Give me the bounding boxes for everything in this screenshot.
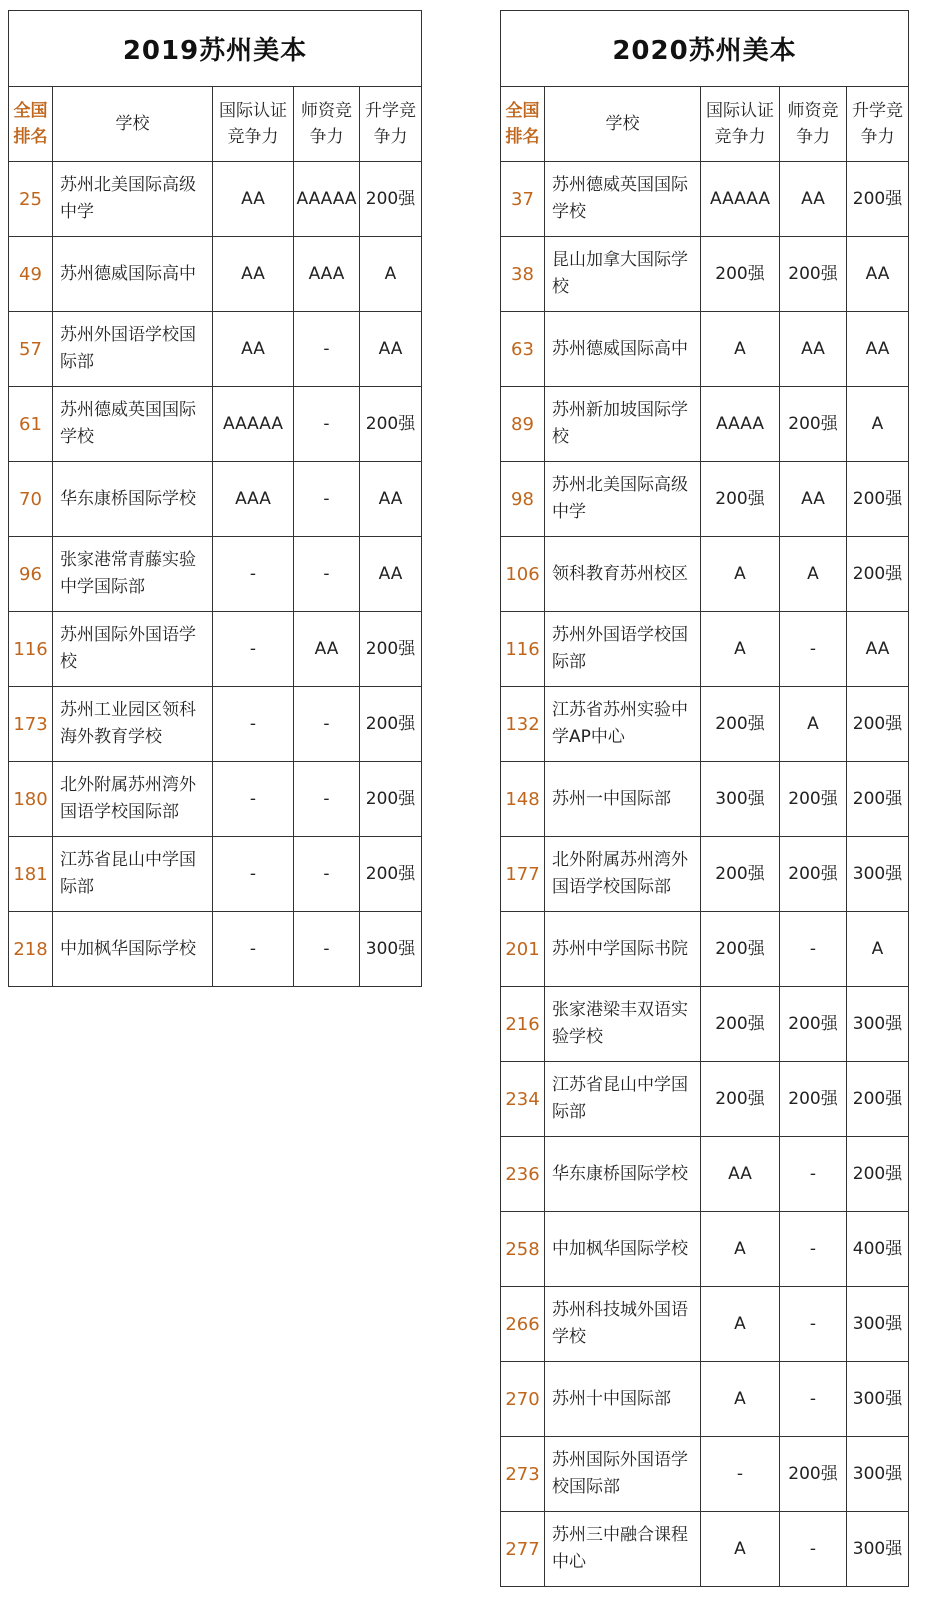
admission-cell: 200强 (847, 687, 909, 762)
teacher-cell: A (780, 537, 847, 612)
admission-cell: A (360, 237, 422, 312)
table-row (501, 612, 909, 687)
teacher-cell: - (294, 912, 360, 987)
table-row (501, 1287, 909, 1362)
intl-cert-cell: A (701, 1512, 780, 1587)
table-row (501, 1512, 909, 1587)
rank-cell: 25 (9, 162, 53, 237)
intl-cert-cell: AA (213, 312, 294, 387)
intl-cert-cell: - (213, 837, 294, 912)
table-row (501, 312, 909, 387)
intl-cert-cell: A (701, 312, 780, 387)
school-name-cell: 苏州工业园区领科海外教育学校 (53, 687, 213, 762)
rank-cell: 177 (501, 837, 545, 912)
intl-cert-cell: 200强 (701, 237, 780, 312)
intl-cert-cell: - (213, 762, 294, 837)
rank-cell: 234 (501, 1062, 545, 1137)
admission-cell: 200强 (360, 387, 422, 462)
teacher-cell: - (294, 762, 360, 837)
teacher-cell: 200强 (780, 237, 847, 312)
table-row (9, 837, 422, 912)
teacher-cell: 200强 (780, 1437, 847, 1512)
table-row (501, 237, 909, 312)
table-row (501, 1062, 909, 1137)
admission-cell: AA (360, 537, 422, 612)
teacher-cell: 200强 (780, 762, 847, 837)
teacher-cell: 200强 (780, 387, 847, 462)
teacher-cell: - (294, 387, 360, 462)
rank-cell: 61 (9, 387, 53, 462)
teacher-cell: - (780, 1512, 847, 1587)
admission-cell: 300强 (847, 1512, 909, 1587)
ranking-table-2020 (500, 10, 909, 1587)
teacher-cell: - (780, 1287, 847, 1362)
table-row (501, 762, 909, 837)
school-name-cell: 领科教育苏州校区 (545, 537, 701, 612)
teacher-cell: A (780, 687, 847, 762)
intl-cert-cell: AAAAA (701, 162, 780, 237)
rank-cell: 236 (501, 1137, 545, 1212)
teacher-cell: - (780, 1137, 847, 1212)
rank-cell: 258 (501, 1212, 545, 1287)
intl-cert-cell: - (213, 912, 294, 987)
rank-cell: 148 (501, 762, 545, 837)
rank-cell: 266 (501, 1287, 545, 1362)
intl-cert-cell: A (701, 612, 780, 687)
table-row (501, 162, 909, 237)
rank-cell: 89 (501, 387, 545, 462)
admission-cell: 200强 (847, 1137, 909, 1212)
teacher-cell: - (294, 837, 360, 912)
school-name-cell: 华东康桥国际学校 (53, 462, 213, 537)
school-name-cell: 苏州三中融合课程中心 (545, 1512, 701, 1587)
admission-cell: 200强 (360, 687, 422, 762)
school-name-cell: 苏州北美国际高级中学 (53, 162, 213, 237)
school-name-cell: 苏州新加坡国际学校 (545, 387, 701, 462)
table-row (9, 312, 422, 387)
table-row (9, 612, 422, 687)
table-row (501, 462, 909, 537)
rank-header: 全国排名 (9, 87, 53, 162)
intl-cert-header: 国际认证竞争力 (213, 87, 294, 162)
table-row (501, 1437, 909, 1512)
school-name-cell: 苏州北美国际高级中学 (545, 462, 701, 537)
rank-cell: 96 (9, 537, 53, 612)
admission-cell: 300强 (847, 837, 909, 912)
intl-cert-header: 国际认证竞争力 (701, 87, 780, 162)
table-title: 2020苏州美本 (501, 11, 909, 87)
school-name-cell: 苏州德威国际高中 (53, 237, 213, 312)
admission-cell: 300强 (847, 1362, 909, 1437)
teacher-cell: - (780, 912, 847, 987)
admission-cell: 200强 (847, 537, 909, 612)
rank-cell: 218 (9, 912, 53, 987)
admission-cell: 200强 (847, 162, 909, 237)
school-name-cell: 江苏省苏州实验中学AP中心 (545, 687, 701, 762)
table-row (501, 1137, 909, 1212)
table-row (501, 387, 909, 462)
school-name-cell: 苏州外国语学校国际部 (545, 612, 701, 687)
rank-cell: 57 (9, 312, 53, 387)
rank-cell: 49 (9, 237, 53, 312)
intl-cert-cell: - (701, 1437, 780, 1512)
intl-cert-cell: AA (701, 1137, 780, 1212)
school-name-cell: 中加枫华国际学校 (53, 912, 213, 987)
rank-cell: 277 (501, 1512, 545, 1587)
school-header: 学校 (545, 87, 701, 162)
teacher-cell: AA (780, 162, 847, 237)
school-name-cell: 江苏省昆山中学国际部 (53, 837, 213, 912)
rank-cell: 37 (501, 162, 545, 237)
teacher-cell: 200强 (780, 1062, 847, 1137)
admission-cell: 200强 (847, 1062, 909, 1137)
teacher-cell: 200强 (780, 987, 847, 1062)
admission-cell: 400强 (847, 1212, 909, 1287)
admission-cell: 300强 (847, 1287, 909, 1362)
table-row (9, 237, 422, 312)
table-row (9, 687, 422, 762)
table-row (501, 1212, 909, 1287)
teacher-cell: - (780, 1212, 847, 1287)
table-row (501, 987, 909, 1062)
admission-cell: AA (360, 462, 422, 537)
intl-cert-cell: - (213, 687, 294, 762)
admission-cell: 300强 (847, 1437, 909, 1512)
school-name-cell: 苏州德威国际高中 (545, 312, 701, 387)
school-name-cell: 张家港常青藤实验中学国际部 (53, 537, 213, 612)
table-row (9, 762, 422, 837)
admission-cell: 300强 (360, 912, 422, 987)
intl-cert-cell: AA (213, 162, 294, 237)
table-row (501, 1362, 909, 1437)
school-name-cell: 北外附属苏州湾外国语学校国际部 (545, 837, 701, 912)
rank-header: 全国排名 (501, 87, 545, 162)
teacher-cell: - (294, 537, 360, 612)
intl-cert-cell: 200强 (701, 462, 780, 537)
table-row (9, 387, 422, 462)
intl-cert-cell: 200强 (701, 912, 780, 987)
school-name-cell: 苏州科技城外国语学校 (545, 1287, 701, 1362)
rank-cell: 70 (9, 462, 53, 537)
admission-cell: 200强 (847, 762, 909, 837)
intl-cert-cell: A (701, 1212, 780, 1287)
admission-header: 升学竞争力 (847, 87, 909, 162)
admission-cell: 200强 (847, 462, 909, 537)
rank-cell: 216 (501, 987, 545, 1062)
admission-cell: AA (360, 312, 422, 387)
table-row (501, 912, 909, 987)
intl-cert-cell: 200强 (701, 687, 780, 762)
table-title: 2019苏州美本 (9, 11, 422, 87)
ranking-table-2019 (8, 10, 422, 987)
school-name-cell: 昆山加拿大国际学校 (545, 237, 701, 312)
school-name-cell: 张家港梁丰双语实验学校 (545, 987, 701, 1062)
admission-header: 升学竞争力 (360, 87, 422, 162)
teacher-cell: 200强 (780, 837, 847, 912)
table-row (9, 912, 422, 987)
admission-cell: 200强 (360, 837, 422, 912)
school-name-cell: 苏州中学国际书院 (545, 912, 701, 987)
school-name-cell: 苏州外国语学校国际部 (53, 312, 213, 387)
table-row (501, 837, 909, 912)
intl-cert-cell: A (701, 537, 780, 612)
table-row (9, 162, 422, 237)
teacher-header: 师资竞争力 (780, 87, 847, 162)
intl-cert-cell: - (213, 537, 294, 612)
intl-cert-cell: 200强 (701, 837, 780, 912)
teacher-cell: - (294, 687, 360, 762)
admission-cell: A (847, 912, 909, 987)
admission-cell: A (847, 387, 909, 462)
intl-cert-cell: AAAAA (213, 387, 294, 462)
school-name-cell: 中加枫华国际学校 (545, 1212, 701, 1287)
intl-cert-cell: - (213, 612, 294, 687)
school-name-cell: 华东康桥国际学校 (545, 1137, 701, 1212)
admission-cell: AA (847, 237, 909, 312)
intl-cert-cell: 200强 (701, 987, 780, 1062)
admission-cell: 200强 (360, 762, 422, 837)
school-name-cell: 苏州一中国际部 (545, 762, 701, 837)
admission-cell: AA (847, 312, 909, 387)
intl-cert-cell: 300强 (701, 762, 780, 837)
admission-cell: 300强 (847, 987, 909, 1062)
teacher-cell: - (780, 1362, 847, 1437)
teacher-header: 师资竞争力 (294, 87, 360, 162)
rank-cell: 116 (501, 612, 545, 687)
teacher-cell: AAA (294, 237, 360, 312)
rank-cell: 98 (501, 462, 545, 537)
teacher-cell: - (294, 462, 360, 537)
intl-cert-cell: 200强 (701, 1062, 780, 1137)
teacher-cell: - (780, 612, 847, 687)
school-name-cell: 苏州德威英国国际学校 (53, 387, 213, 462)
teacher-cell: - (294, 312, 360, 387)
rank-cell: 132 (501, 687, 545, 762)
teacher-cell: AA (780, 312, 847, 387)
rank-cell: 106 (501, 537, 545, 612)
admission-cell: AA (847, 612, 909, 687)
rank-cell: 63 (501, 312, 545, 387)
rank-cell: 181 (9, 837, 53, 912)
rank-cell: 270 (501, 1362, 545, 1437)
school-name-cell: 苏州国际外国语学校国际部 (545, 1437, 701, 1512)
rank-cell: 201 (501, 912, 545, 987)
intl-cert-cell: A (701, 1287, 780, 1362)
admission-cell: 200强 (360, 612, 422, 687)
rank-cell: 180 (9, 762, 53, 837)
rank-cell: 116 (9, 612, 53, 687)
table-row (501, 537, 909, 612)
intl-cert-cell: AA (213, 237, 294, 312)
table-row (501, 687, 909, 762)
school-name-cell: 江苏省昆山中学国际部 (545, 1062, 701, 1137)
school-name-cell: 苏州十中国际部 (545, 1362, 701, 1437)
rank-cell: 273 (501, 1437, 545, 1512)
intl-cert-cell: AAA (213, 462, 294, 537)
school-header: 学校 (53, 87, 213, 162)
school-name-cell: 苏州德威英国国际学校 (545, 162, 701, 237)
table-row (9, 462, 422, 537)
school-name-cell: 苏州国际外国语学校 (53, 612, 213, 687)
intl-cert-cell: AAAA (701, 387, 780, 462)
rank-cell: 173 (9, 687, 53, 762)
teacher-cell: AA (780, 462, 847, 537)
table-row (9, 537, 422, 612)
school-name-cell: 北外附属苏州湾外国语学校国际部 (53, 762, 213, 837)
admission-cell: 200强 (360, 162, 422, 237)
rank-cell: 38 (501, 237, 545, 312)
teacher-cell: AAAAA (294, 162, 360, 237)
intl-cert-cell: A (701, 1362, 780, 1437)
teacher-cell: AA (294, 612, 360, 687)
